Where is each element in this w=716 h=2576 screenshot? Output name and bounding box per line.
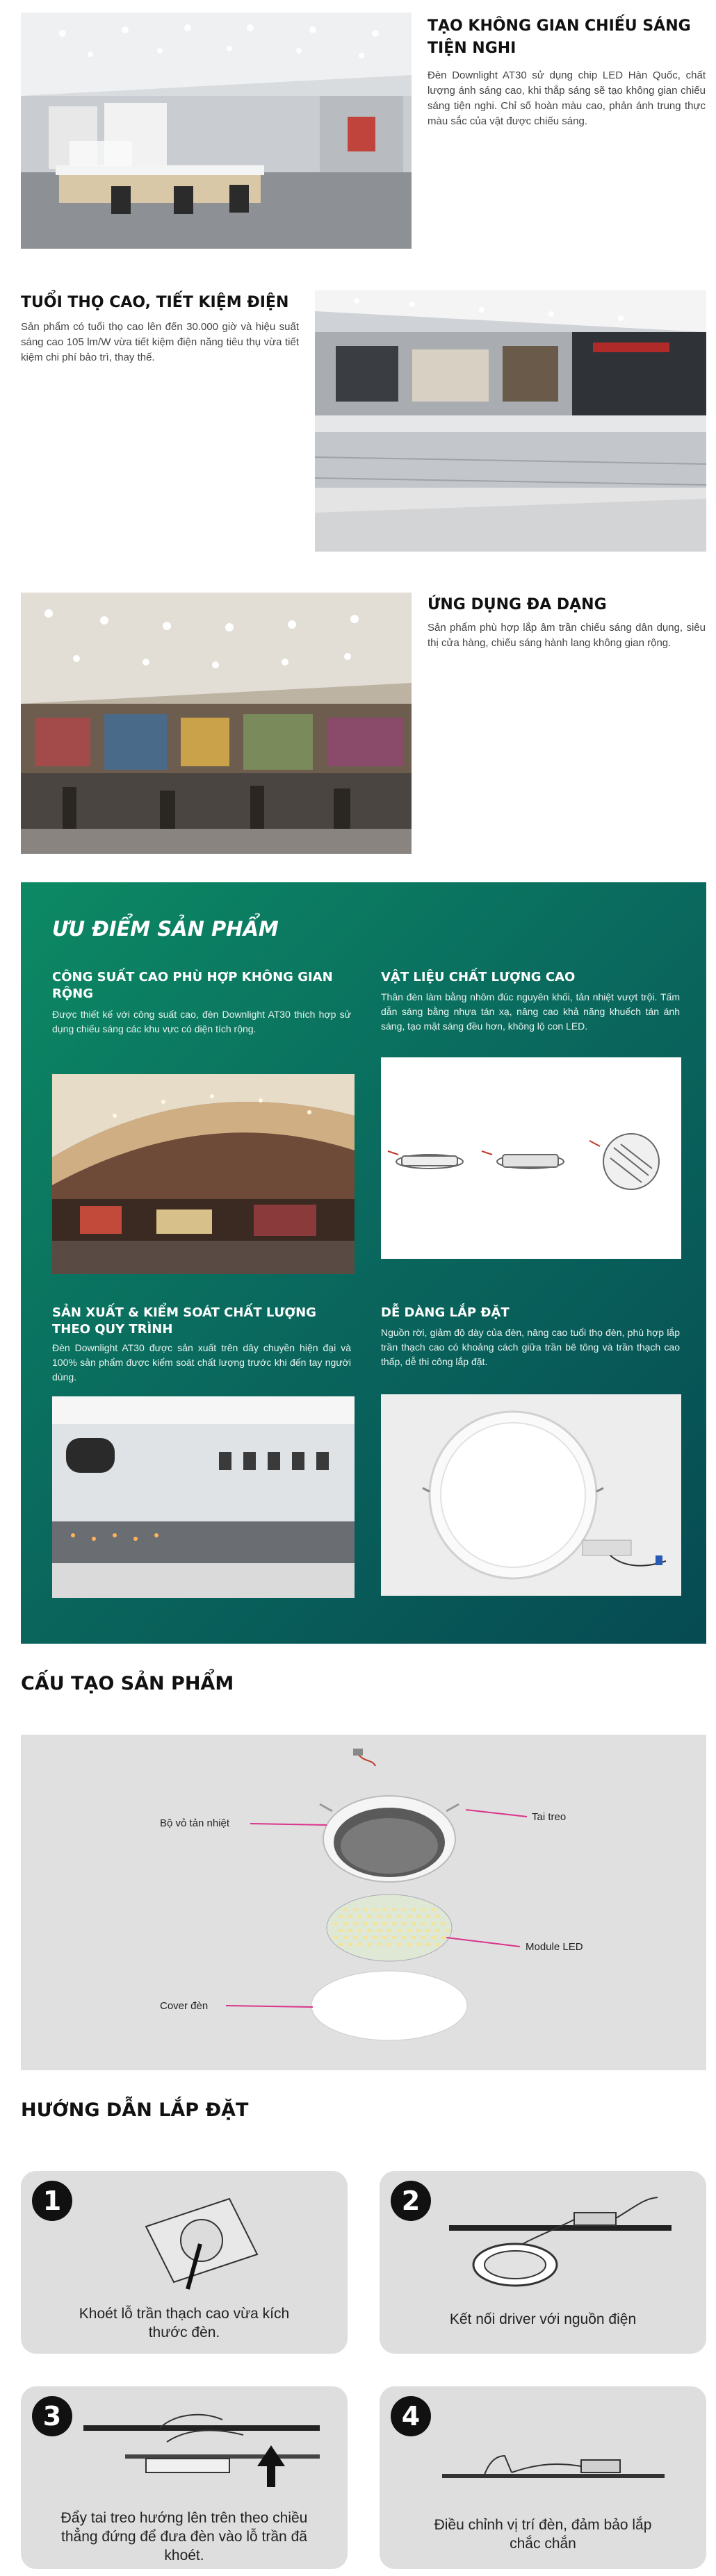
step-2-number: 2	[391, 2181, 431, 2221]
feature3-title: ỨNG DỤNG ĐA DẠNG	[428, 596, 607, 613]
structure-diagram	[21, 1735, 706, 2070]
label-module: Module LED	[526, 1941, 583, 1953]
advantage-1-photo	[52, 1074, 355, 1274]
advantage-4-photo	[381, 1394, 681, 1596]
install-step-3	[21, 2386, 348, 2569]
step-2-caption: Kết nối driver với nguồn điện	[449, 2311, 637, 2327]
advantage-1-body: Được thiết kế với công suất cao, đèn Downlight AT30 thích hợp sử dụng chiếu sáng các khu vực có diện tích rộng.	[52, 1009, 351, 1034]
install-step-4	[380, 2386, 706, 2569]
office-photo	[21, 13, 412, 249]
label-cover: Cover đèn	[160, 2000, 209, 2012]
feature1-body: Đèn Downlight AT30 sử dụng chip LED Hàn Quốc, chất lượng ánh sáng cao, khi thắp sáng sẽ tạo không gian chiếu sáng tiện nghi. Chỉ số hoàn màu cao, phản ánh trung thực màu sắc của vật được chiếu sáng.	[428, 69, 706, 127]
install-title: HƯỚNG DẪN LẮP ĐẶT	[21, 2099, 249, 2121]
advantage-3-title: SẢN XUẤT & KIỂM SOÁT CHẤT LƯỢNG THEO QUY TRÌNH	[52, 1305, 316, 1337]
step-1-illustration	[118, 2185, 271, 2296]
step-1-number: 1	[32, 2181, 72, 2221]
supermarket-photo	[21, 593, 412, 854]
label-hanger: Tai treo	[532, 1811, 567, 1823]
feature1-title: TẠO KHÔNG GIAN CHIẾU SÁNG TIỆN NGHI	[428, 17, 691, 57]
advantage-4-title: DỄ DÀNG LẮP ĐẶT	[381, 1305, 510, 1320]
step-3-caption: Đẩy tai treo hướng lên trên theo chiều thẳng đứng để đưa đèn vào lỗ trần đã khoét.	[60, 2510, 308, 2563]
advantage-3-photo	[52, 1396, 355, 1598]
step-2-illustration	[449, 2185, 678, 2296]
advantage-1-title: CÔNG SUẤT CAO PHÙ HỢP KHÔNG GIAN RỘNG	[52, 970, 333, 1001]
feature3-body: Sản phẩm phù hợp lắp âm trần chiếu sáng dân dụng, siêu thị cửa hàng, chiếu sáng hành lang không gian rộng.	[428, 622, 706, 649]
step-3-illustration	[83, 2400, 320, 2504]
advantage-4-body: Nguồn rời, giảm độ dày của đèn, nâng cao tuổi thọ đèn, phù hợp lắp trần thạch cao có khoảng cách giữa trần bê tông và trần thạch cao thấp, dễ thi công lắp đặt.	[381, 1327, 680, 1367]
advantages-panel	[21, 882, 706, 1644]
step-4-number: 4	[391, 2396, 431, 2436]
advantage-2-title: VẬT LIỆU CHẤT LƯỢNG CAO	[381, 970, 576, 984]
step-3-number: 3	[32, 2396, 72, 2436]
mall-photo	[315, 290, 706, 552]
advantage-2-photo	[381, 1057, 681, 1259]
install-step-2	[380, 2171, 706, 2354]
step-4-illustration	[442, 2428, 672, 2504]
feature2-title: TUỔI THỌ CAO, TIẾT KIỆM ĐIỆN	[21, 294, 289, 311]
install-step-1	[21, 2171, 348, 2354]
advantage-2-body: Thân đèn làm bằng nhôm đúc nguyên khối, tản nhiệt vượt trội. Tấm dẫn sáng bằng nhựa tán xạ, nâng cao khả năng khuếch tán ánh sáng, tạo mặt sáng đều hơn, không lộ con LED.	[381, 991, 680, 1032]
structure-title: CẤU TẠO SẢN PHẨM	[21, 1673, 234, 1694]
advantage-3-body: Đèn Downlight AT30 được sản xuất trên dây chuyền hiện đại và 100% sản phẩm được kiểm soát chất lượng trước khi đến tay người dùng.	[52, 1342, 351, 1382]
feature2-body: Sản phẩm có tuổi thọ cao lên đến 30.000 giờ và hiệu suất sáng cao 105 lm/W vừa tiết kiệm điện năng tiêu thụ vừa tiết kiệm chi phí bảo trì, thay thế.	[21, 321, 299, 363]
step-4-caption: Điều chỉnh vị trí đèn, đảm bảo lắp chắc chắn	[434, 2517, 652, 2552]
label-heatsink: Bộ vỏ tản nhiệt	[160, 1817, 230, 1829]
advantages-title: ƯU ĐIỂM SẢN PHẨM	[52, 917, 279, 941]
step-1-caption: Khoét lỗ trần thạch cao vừa kích thước đèn.	[79, 2306, 290, 2340]
